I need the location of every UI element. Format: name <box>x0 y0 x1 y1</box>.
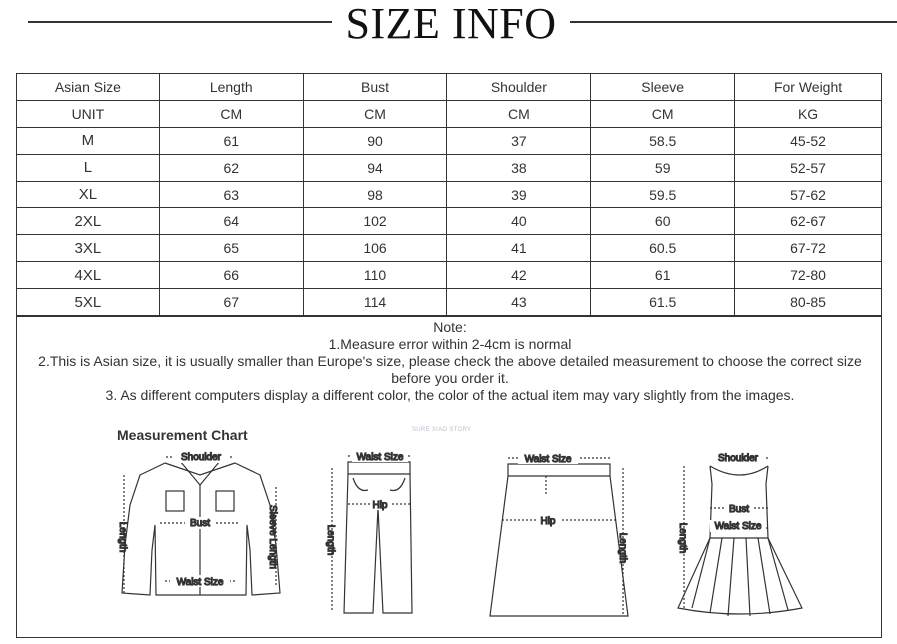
shirt-bust-label: Bust <box>189 518 211 529</box>
measurement-cell: 60 <box>591 208 735 235</box>
watermark: SURE XIAO STORY <box>412 427 472 433</box>
header-cell: Shoulder <box>447 74 591 101</box>
dress-shoulder-label: Shoulder <box>717 453 759 464</box>
note-line-3: 3. As different computers display a different color, the color of the actual item may vary slightly from the images. <box>105 387 795 403</box>
header-cell: Length <box>159 74 303 101</box>
title-bar <box>0 0 897 60</box>
unit-cell: KG <box>735 100 882 127</box>
skirt-diagram <box>480 448 640 618</box>
dress-outline-icon <box>678 466 802 616</box>
size-cell: XL <box>17 181 160 208</box>
pants-length-label: Length <box>325 524 336 556</box>
table-row <box>17 289 882 316</box>
table-header-row <box>17 74 882 101</box>
size-cell: M <box>17 127 160 154</box>
header-cell: Bust <box>303 74 447 101</box>
unit-cell: CM <box>591 100 735 127</box>
pants-outline-icon <box>344 462 412 613</box>
shirt-diagram <box>110 445 290 617</box>
measurement-cell: 38 <box>447 154 591 181</box>
measurement-cell: 39 <box>447 181 591 208</box>
size-cell: 3XL <box>17 235 160 262</box>
table-row <box>17 127 882 154</box>
table-row <box>17 154 882 181</box>
table-row <box>17 235 882 262</box>
unit-cell: CM <box>159 100 303 127</box>
shirt-sleeve-label: Sleeve Length <box>267 505 278 569</box>
measurement-cell: 62 <box>159 154 303 181</box>
table-row <box>17 262 882 289</box>
unit-cell: CM <box>447 100 591 127</box>
measurement-cell: 90 <box>303 127 447 154</box>
unit-cell: UNIT <box>17 100 160 127</box>
measurement-cell: 106 <box>303 235 447 262</box>
measurement-cell: 80-85 <box>735 289 882 316</box>
size-table-body <box>17 74 882 316</box>
note-line-1: 1.Measure error within 2-4cm is normal <box>328 336 572 352</box>
skirt-waist-label: Waist Size <box>524 454 572 465</box>
measurement-cell: 63 <box>159 181 303 208</box>
pants-hip-label: Hip <box>372 500 388 511</box>
title-rule-right <box>570 21 897 23</box>
measurement-cell: 66 <box>159 262 303 289</box>
measurement-cell: 98 <box>303 181 447 208</box>
size-cell: 4XL <box>17 262 160 289</box>
skirt-length-label: Length <box>617 532 628 564</box>
measurement-cell: 52-57 <box>735 154 882 181</box>
measurement-cell: 110 <box>303 262 447 289</box>
size-cell: 5XL <box>17 289 160 316</box>
measurement-cell: 60.5 <box>591 235 735 262</box>
shirt-length-label: Length <box>117 521 128 553</box>
title-rule-left <box>28 21 332 23</box>
page-title: SIZE INFO <box>345 0 557 48</box>
pants-waist-label: Waist Size <box>356 452 404 463</box>
measurement-cell: 102 <box>303 208 447 235</box>
measurement-cell: 67 <box>159 289 303 316</box>
measurement-cell: 62-67 <box>735 208 882 235</box>
skirt-hip-label: Hip <box>540 516 556 527</box>
size-cell: 2XL <box>17 208 160 235</box>
measurement-cell: 41 <box>447 235 591 262</box>
size-table <box>16 73 882 316</box>
measurement-chart-title: Measurement Chart <box>117 427 248 443</box>
header-cell: For Weight <box>735 74 882 101</box>
note-line-2-cont: before you order it. <box>391 370 509 386</box>
measurement-cell: 43 <box>447 289 591 316</box>
measurement-cell: 59.5 <box>591 181 735 208</box>
measurement-cell: 114 <box>303 289 447 316</box>
measurement-cell: 65 <box>159 235 303 262</box>
pants-diagram <box>318 448 418 616</box>
measurement-cell: 37 <box>447 127 591 154</box>
measurement-cell: 57-62 <box>735 181 882 208</box>
header-cell: Sleeve <box>591 74 735 101</box>
measurement-cell: 67-72 <box>735 235 882 262</box>
measurement-cell: 40 <box>447 208 591 235</box>
dress-bust-label: Bust <box>728 504 750 515</box>
measurement-cell: 59 <box>591 154 735 181</box>
shirt-shoulder-label: Shoulder <box>180 452 222 463</box>
note-heading: Note: <box>433 319 467 335</box>
measurement-cell: 45-52 <box>735 127 882 154</box>
measurement-cell: 72-80 <box>735 262 882 289</box>
measurement-cell: 61.5 <box>591 289 735 316</box>
measurement-cell: 64 <box>159 208 303 235</box>
note-line-2: 2.This is Asian size, it is usually smaller than Europe's size, please check the above detailed measurement to choose the correct size <box>38 353 862 369</box>
dress-length-label: Length <box>677 522 688 554</box>
table-row <box>17 181 882 208</box>
shirt-waist-label: Waist Size <box>176 577 224 588</box>
size-cell: L <box>17 154 160 181</box>
unit-cell: CM <box>303 100 447 127</box>
dress-waist-label: Waist Size <box>714 521 762 532</box>
table-unit-row <box>17 100 882 127</box>
dress-diagram <box>670 448 810 618</box>
table-row <box>17 208 882 235</box>
measurement-cell: 42 <box>447 262 591 289</box>
measurement-cell: 61 <box>591 262 735 289</box>
measurement-cell: 94 <box>303 154 447 181</box>
measurement-cell: 58.5 <box>591 127 735 154</box>
skirt-outline-icon <box>490 464 628 616</box>
measurement-cell: 61 <box>159 127 303 154</box>
header-cell: Asian Size <box>17 74 160 101</box>
